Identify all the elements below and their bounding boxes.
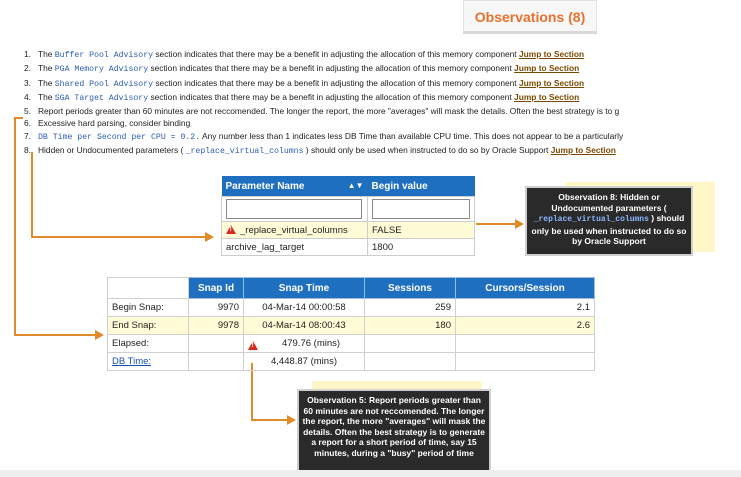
- table-row: DB Time: 4,448.87 (mins): [108, 353, 595, 371]
- table-row: [222, 222, 475, 239]
- observation-code: _replace_virtual_columns: [185, 147, 304, 157]
- observation-5-callout: Observation 5: Report periods greater than 60 minutes are not reccomended. The longer the report, the more "averages" will mask the details. Often the best strategy is to generate a report for a short period of time, say 15 minutes, during a "busy" period of time: [299, 391, 489, 471]
- cursors-header: Cursors/Session: [456, 278, 595, 299]
- observation-number: 3.: [24, 77, 31, 88]
- arrow-obs8-to-param: [32, 152, 205, 237]
- sort-icon[interactable]: ▲▼: [347, 180, 364, 190]
- observation-text: section indicates that there may be a benefit in adjusting the allocation of this memory component: [153, 49, 519, 59]
- observation-text: The: [38, 91, 55, 102]
- list-item: [24, 77, 650, 91]
- table-row: Begin Snap: 9970 04-Mar-14 00:00:58 259 2.1: [108, 299, 595, 317]
- snap-time-header: Snap Time: [244, 278, 365, 299]
- observation-text: The: [38, 63, 55, 74]
- begin-value-header[interactable]: Begin value: [368, 176, 475, 197]
- observation-text: Report periods greater than 60 minutes are not reccomended. The longer the report, the more "averages" will mask the details. Often the best strategy is to g: [38, 106, 620, 117]
- snap-id-header: Snap Id: [189, 278, 244, 299]
- observation-8-callout: Observation 8: Hidden or Undocumented parameters ( _replace_virtual_columns ) should only be used when instructed to do so by Oracle Support: [527, 188, 691, 254]
- observation-text: Any number less than 1 indicates less DB Time than available CPU time. This does not appear to be a particularly: [200, 130, 624, 141]
- param-name: _replace_virtual_columns: [240, 224, 348, 236]
- observation-text: Hidden or Undocumented parameters (: [38, 145, 186, 156]
- observation-text: The: [38, 77, 55, 88]
- list-item: [24, 62, 650, 76]
- arrow-snap-to-callout5: [252, 363, 287, 420]
- list-item: [24, 130, 650, 144]
- observation-number: 8.: [24, 145, 31, 156]
- observation-code: Buffer Pool Advisory: [54, 51, 154, 60]
- observation-code: SGA Target Advisory: [54, 93, 149, 103]
- observation-number: 7.: [24, 130, 31, 141]
- observation-number: 2.: [24, 63, 31, 74]
- db-time-link[interactable]: DB Time:: [112, 356, 152, 367]
- list-item: [24, 105, 650, 117]
- param-value: 1800: [368, 239, 475, 256]
- observation-code: Shared Pool Advisory: [54, 79, 154, 89]
- table-row: [222, 239, 475, 256]
- observation-number: 1.: [24, 49, 31, 59]
- observation-text: The: [38, 49, 55, 59]
- warning-icon: [226, 225, 236, 234]
- snap-corner-header: [108, 278, 189, 299]
- observation-number: 5.: [24, 106, 31, 117]
- begin-value-filter[interactable]: [372, 199, 470, 219]
- param-name-filter-cell: [222, 197, 368, 222]
- observation-code: PGA Memory Advisory: [54, 65, 149, 75]
- list-item: [24, 144, 650, 158]
- jump-to-section-link[interactable]: Jump to Section: [518, 49, 585, 59]
- observation-number: 6.: [24, 118, 31, 129]
- param-name-filter[interactable]: [226, 199, 362, 219]
- snapshot-table: [107, 277, 595, 371]
- observations-tab-label: Observations (8): [474, 9, 586, 25]
- list-item: [24, 117, 650, 129]
- warning-icon: [248, 341, 258, 350]
- observation-code: DB Time per Second per CPU = 0.2.: [38, 132, 201, 142]
- parameter-table: [221, 176, 475, 256]
- param-name-header[interactable]: Parameter Name ▲▼: [222, 176, 368, 197]
- sessions-header: Sessions: [365, 278, 456, 299]
- observation-text: ) should only be used when instructed to do so by Oracle Support: [303, 145, 551, 156]
- bottom-edge: [0, 470, 741, 477]
- param-value: FALSE: [368, 222, 475, 239]
- jump-to-section-link[interactable]: Jump to Section: [514, 63, 580, 74]
- table-row: End Snap: 9978 04-Mar-14 08:00:43 180 2.6: [108, 317, 595, 335]
- observation-text: section indicates that there may be a benefit in adjusting the allocation of this memory component: [148, 63, 515, 74]
- observations-panel: [18, 48, 650, 162]
- observation-text: Excessive hard parsing, consider binding: [38, 118, 191, 129]
- observation-text: section indicates that there may be a benefit in adjusting the allocation of this memory component: [153, 77, 519, 88]
- param-name: archive_lag_target: [222, 239, 368, 256]
- observations-tab[interactable]: [463, 0, 597, 34]
- observations-list: [18, 48, 650, 158]
- callout8-code: _replace_virtual_columns: [533, 215, 649, 224]
- begin-value-filter-cell: [368, 197, 475, 222]
- jump-to-section-link[interactable]: Jump to Section: [518, 77, 585, 88]
- observation-text: section indicates that there may be a benefit in adjusting the allocation of this memory component: [148, 91, 515, 102]
- jump-to-section-link[interactable]: Jump to Section: [514, 91, 580, 102]
- table-row: Elapsed: ! 479.76 (mins): [108, 335, 595, 353]
- jump-to-section-link[interactable]: Jump to Section: [550, 145, 616, 156]
- list-item: [24, 48, 650, 62]
- list-item: [24, 91, 650, 105]
- observation-number: 4.: [24, 91, 31, 102]
